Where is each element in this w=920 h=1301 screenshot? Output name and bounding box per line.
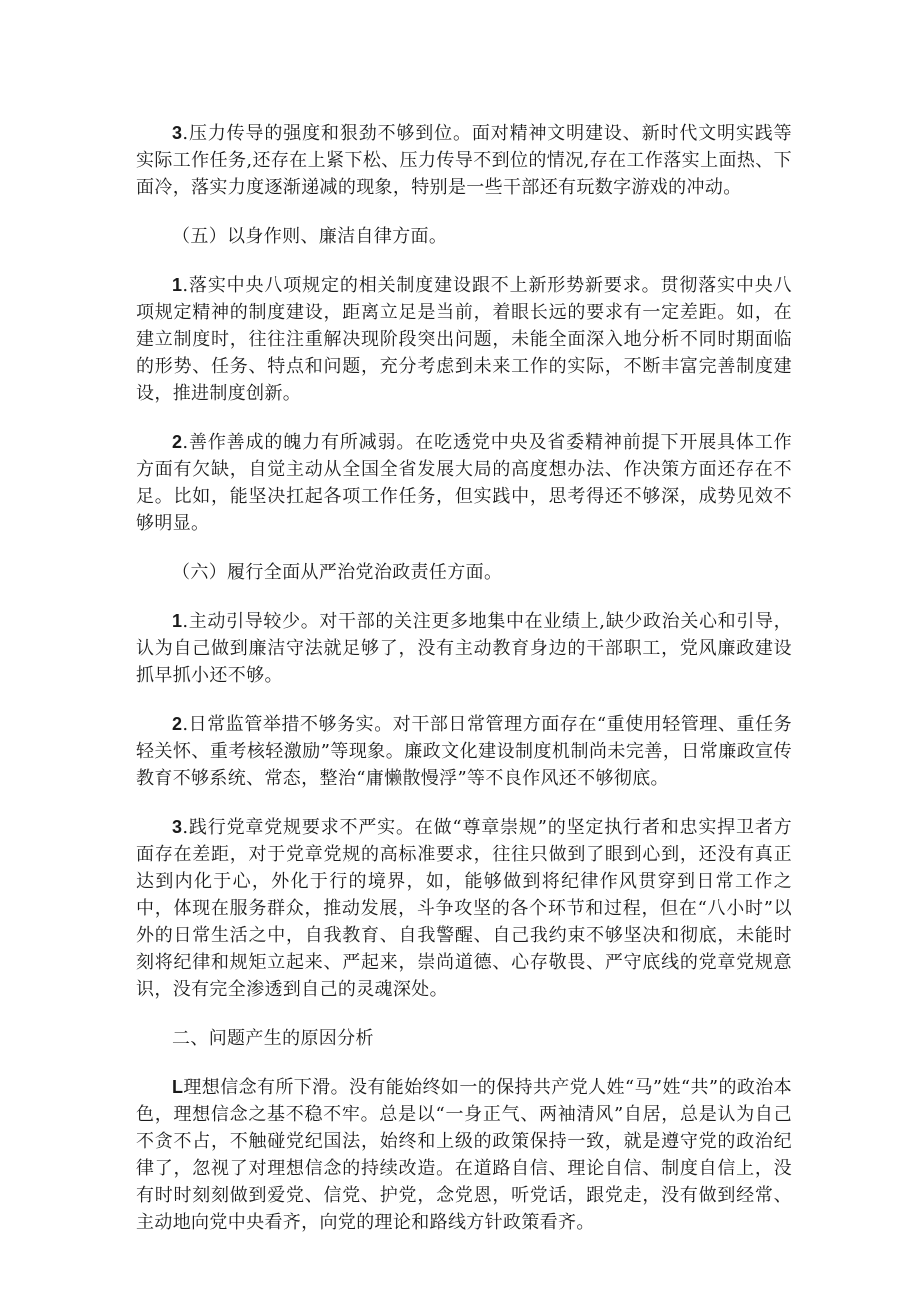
paragraph-eight-rules	[136, 272, 792, 407]
paragraph-text: .压力传导的强度和狠劲不够到位。面对精神文明建设、新时代文明实践等实际工作任务,还存在上紧下松、压力传导不到位的情况,存在工作落实上面热、下面冷，落实力度逐渐递减的现象，特别是一些干部还有玩数字游戏的冲动。	[136, 123, 792, 198]
item-number: 2	[172, 714, 183, 734]
heading-text: 二、问题产生的原因分析	[172, 1028, 374, 1049]
item-number: 3	[172, 817, 183, 837]
item-number: 1	[172, 611, 183, 631]
section-heading-cause-analysis	[136, 1025, 792, 1052]
item-number: 3	[172, 123, 183, 143]
paragraph-ideals	[136, 1074, 792, 1236]
paragraph-text: .善作善成的魄力有所减弱。在吃透党中央及省委精神前提下开展具体工作方面有欠缺，自觉主动从全国全省发展大局的高度想办法、作决策方面还存在不足。比如，能坚决扛起各项工作任务，但实践中，思考得还不够深，成势见效不够明显。	[136, 432, 792, 534]
heading-text: （五）以身作则、廉洁自律方面。	[172, 226, 448, 247]
paragraph-text: .日常监管举措不够务实。对干部日常管理方面存在“重使用轻管理、重任务轻关怀、重考核轻激励”等现象。廉政文化建设制度机制尚未完善，日常廉政宣传教育不够系统、常态，整治“庸懒散慢浮”等不良作风还不够彻底。	[136, 714, 792, 789]
item-number: 2	[172, 432, 183, 452]
paragraph-courage	[136, 429, 792, 537]
paragraph-text: .践行党章党规要求不严实。在做“尊章崇规”的坚定执行者和忠实捍卫者方面存在差距，对于党章党规的高标准要求，往往只做到了眼到心到，还没有真正达到内化于心，外化于行的境界，如，能够做到将纪律作风贯穿到日常工作之中，体现在服务群众，推动发展，斗争攻坚的各个环节和过程，但在“八小时”以外的日常生活之中，自我教育、自我警醒、自己我约束不够坚决和彻底，未能时刻将纪律和规矩立起来、严起来，崇尚道德、心存敬畏、严守底线的党章党规意识，没有完全渗透到自己的灵魂深处。	[136, 817, 792, 1000]
heading-text: （六）履行全面从严治党治政责任方面。	[172, 562, 503, 583]
section-heading-six	[136, 559, 792, 586]
paragraph-text: .主动引导较少。对干部的关注更多地集中在业绩上,缺少政治关心和引导，认为自己做到廉洁守法就足够了，没有主动教育身边的干部职工，党风廉政建设抓早抓小还不够。	[136, 611, 792, 686]
document-body	[136, 120, 792, 1236]
paragraph-supervision	[136, 711, 792, 792]
paragraph-pressure-transmission	[136, 120, 792, 201]
paragraph-text: 理想信念有所下滑。没有能始终如一的保持共产党人姓“马”姓“共”的政治本色，理想信念之基不稳不牢。总是以“一身正气、两袖清风”自居，总是认为自己不贪不占，不触碰党纪国法，始终和上级的政策保持一致，就是遵守党的政治纪律了，忽视了对理想信念的持续改造。在道路自信、理论自信、制度自信上，没有时时刻刻做到爱党、信党、护党，念党恩，听党话，跟党走，没有做到经常、主动地向党中央看齐，向党的理论和路线方针政策看齐。	[136, 1077, 792, 1233]
paragraph-party-rules	[136, 814, 792, 1003]
item-number: 1	[172, 275, 183, 295]
paragraph-guidance	[136, 608, 792, 689]
paragraph-text: .落实中央八项规定的相关制度建设跟不上新形势新要求。贯彻落实中央八项规定精神的制度建设，距离立足是当前，着眼长远的要求有一定差距。如，在建立制度时，往往注重解决现阶段突出问题，未能全面深入地分析不同时期面临的形势、任务、特点和问题，充分考虑到未来工作的实际，不断丰富完善制度建设，推进制度创新。	[136, 275, 792, 404]
item-number: L	[172, 1077, 184, 1097]
section-heading-five	[136, 223, 792, 250]
